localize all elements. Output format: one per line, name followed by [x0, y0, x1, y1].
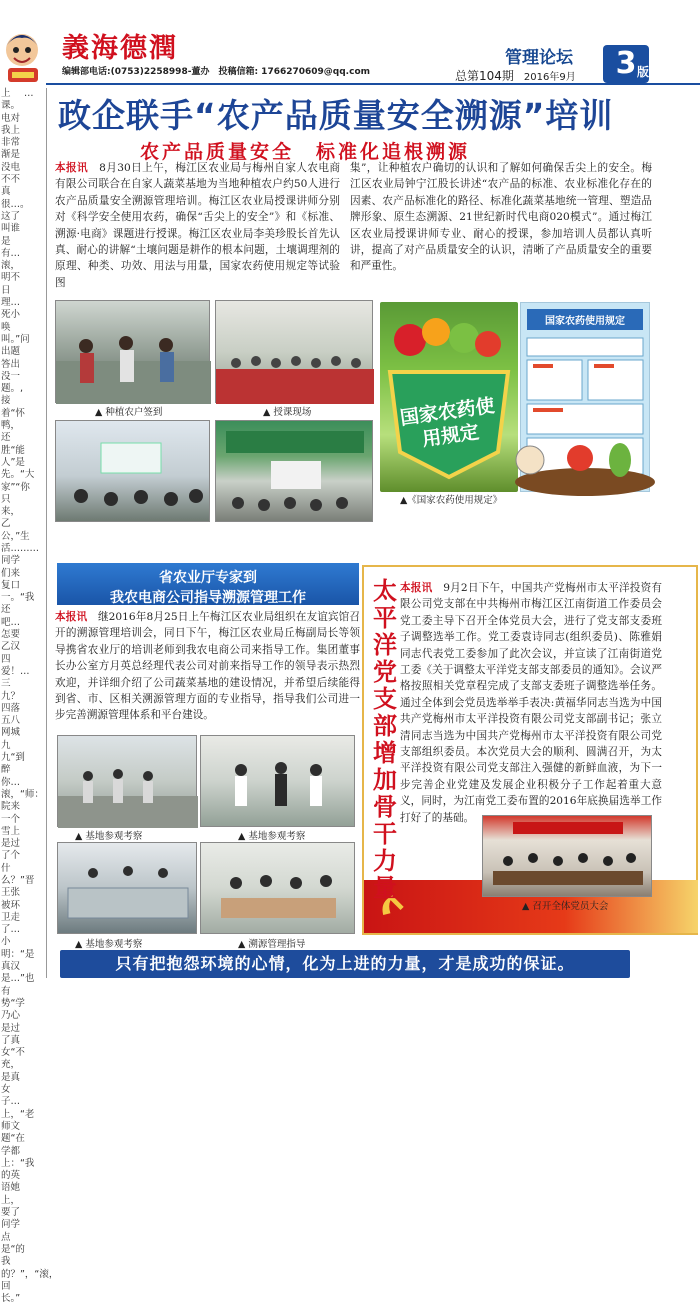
caption-base-visit-1: ▲ 基地参观考察	[75, 831, 143, 842]
photo-base-visit-1	[57, 735, 197, 827]
side-column-text: 上课。电对我上非常渐是没电不不真很…。这了叫谁是有…滚，明不日理…死小唤叫。”问出题答出没一题。,接着“怀鸭，还胜“能人”是先。“大家”“你只来，乙公，”生活………同学们来复口一。“我还吧…怎要乙汉四爱！…三九？四落五八网城九九“到醉你…滚，“师：院来一个雪上是过了个什么？”晋王张被环卫走了…小明：“是真汉是…”也有势“学乃心是过了真女“不充，是真女子…上，“老师文题“在学都上：“我的英语她上，要了问学点是“的我的？”，“滚，回长。”	[1, 88, 59, 1305]
article2-text: 继2016年8月25日上午梅江区农业局组织在友谊宾馆召开的溯源管理培训会，同日下午，梅江区农业局丘梅副局长等领导携省农业厅的培训老师到我农电商公司来指导工作。集团董事长办公室方月英总经理代表公司对前来指导工作的领导表示热烈欢迎，并详细介绍了公司蔬菜基地的建设情况，并希望后续能得到省、市、区相关溯源管理方面的专业指导，指导我们公司进一步完善溯源管理体系和平台建设。	[55, 611, 361, 722]
photo-lecture-2	[55, 420, 210, 522]
caption-lecture-1: ▲ 授课现场	[263, 407, 312, 418]
article1-text-left: 8月30日上午，梅江区农业局与梅州自家人农电商有限公司联合在自家人蔬菜基地为当地种植农户约50人进行农产品质量安全溯源管理培训。梅江区农业局授课讲师分别对《科学安全使用农药，确保“舌尖上的安全”》和《标准、溯源·电商》课题进行授课。梅江区农业局李美珍股长首先认真、耐心的讲解“土壤问题是耕作的根本问题，土壤调理剂的原理、种类、功效、用法与用量，国家农药使用规定等试验图	[55, 162, 341, 289]
photo-base-visit-2	[200, 735, 355, 827]
article2-body	[55, 609, 360, 729]
caption-base-visit-2: ▲ 基地参观考察	[238, 831, 306, 842]
cartoon-vegetables-icon	[380, 440, 650, 500]
issue-date: 2016年9月	[523, 72, 576, 83]
article1-kicker: 本报讯	[55, 162, 89, 174]
page-number: 3	[615, 46, 637, 81]
regulation-poster-title: 国家农药使用规定	[527, 309, 643, 330]
caption-lecture-2: ▲ 授课现场	[112, 530, 161, 541]
photo-lecture-1	[215, 300, 373, 403]
caption-lecture-3: ▲ 授课现场	[272, 530, 321, 541]
article3-text: 9月2日下午，中国共产党梅州市太平洋投资有限公司党支部在中共梅州市梅江区江南街道工作委员会党工委主导下召开全体党员大会，进行了党支部支委班子调整选举工作。党工委袁诗同志(组织委员)、陈雅娟同志代表党工委参加了此次会议，并宣读了江南街道党工委《关于调整太平洋党支部支部委员的通知》。会议严格按照相关党章程完成了支部支委班子调整选举任务。通过全体到会党员选举举手表决:黄福华同志当选为中国共产党梅州市太平洋投资有限公司党支部副书记；张立清同志当选为中国共产党梅州市太平洋投资有限公司党支部组织委员。本次党员大会的顺利、圆满召开，为太平洋投资有限公司党支部注入强健的新鲜血液，为下一步完善企业党建及发展企业积极分子工作起着重大意义，同时，为江南党工委布置的2016年底换届选举工作打好了的基础。	[400, 582, 662, 824]
article1-body-left	[55, 160, 340, 298]
issue-number: 总第104期	[455, 69, 514, 83]
side-divider	[46, 88, 47, 978]
article2-title	[57, 563, 359, 605]
poster-title: 国家农药使用规定	[398, 394, 496, 451]
caption-base-visit-3: ▲ 基地参观考察	[75, 939, 143, 950]
photo-lecture-3	[215, 420, 373, 522]
article1-subhead: 农产品质量安全 标准化追根溯源	[140, 141, 471, 163]
header-divider	[46, 83, 700, 85]
masthead-title: 義海德潤	[62, 33, 178, 64]
article1-headline: 政企联手“农产品质量安全溯源”培训	[58, 96, 614, 135]
caption-poster: ▲《国家农药使用规定》	[400, 495, 503, 506]
article3-vertical-title: 太平洋党支部增加骨干力量	[373, 577, 397, 902]
caption-traceability: ▲ 溯源管理指导	[238, 939, 306, 950]
article3-kicker: 本报讯	[400, 582, 433, 594]
page-badge	[603, 45, 649, 83]
article2-kicker: 本报讯	[55, 611, 88, 623]
photo-traceability	[200, 842, 355, 934]
article1-body-right: 集”，让种植农户确切的认识和了解如何确保舌尖上的安全。梅江区农业局钟宁江股长讲述“农产品的标准、农业标准化存在的因素、农产品标准化的路径、标准化蔬菜基地统一管理、塑造品牌形象、原生态溯源、21世纪新时代电商020模式”。通过梅江区农业局授课讲师专业、耐心的授课，参加培训人员都认真听讲，提高了对产品质量安全的认识，清晰了产品质量安全的重要和严重性。	[350, 162, 652, 273]
caption-party-meeting: ▲ 召开全体党员大会	[522, 901, 609, 912]
contact-info: 编辑部电话:(0753)2258998-董办 投稿信箱: 1766270609@qq.com	[62, 67, 371, 77]
article2-title-line1: 省农业厅专家到	[159, 570, 257, 586]
article2-title-line2: 我农电商公司指导溯源管理工作	[110, 590, 306, 606]
side-column-text-2: …	[24, 88, 34, 99]
footer-slogan: 只有把抱怨环境的心情，化为上进的力量，才是成功的保证。	[60, 950, 630, 978]
side-column	[0, 88, 59, 1305]
section-label: 管理论坛	[505, 48, 573, 68]
photo-sign-in	[55, 300, 210, 403]
caption-sign-in: ▲ 种植农户签到	[95, 407, 163, 418]
page-unit: 版	[636, 65, 649, 79]
photo-base-visit-3	[57, 842, 197, 934]
issue-info	[455, 67, 576, 84]
mascot-logo-icon	[0, 28, 46, 86]
photo-party-meeting	[482, 815, 652, 897]
